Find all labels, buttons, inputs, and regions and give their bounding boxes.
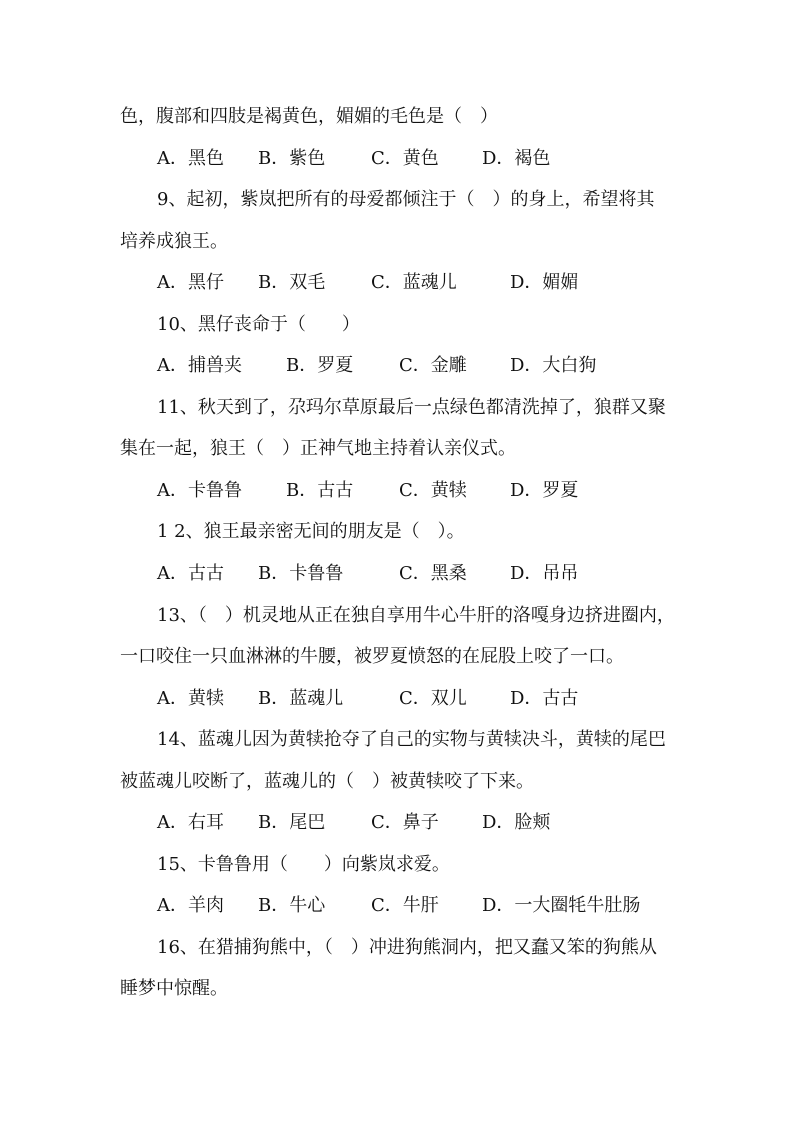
q9-option-a: A．黑仔 (157, 272, 224, 293)
question-16-text-continued: 睡梦中惊醒。 (120, 978, 228, 999)
question-16-text: 16、在猎捕狗熊中，（ ）冲进狗熊洞内，把又蠢又笨的狗熊从 (157, 937, 657, 958)
q14-option-c: C．鼻子 (371, 812, 439, 833)
q8-option-c: C．黄色 (371, 148, 439, 169)
q8-option-a: A．黑色 (157, 148, 224, 169)
q9-option-d: D．媚媚 (510, 272, 579, 293)
question-13-text-continued: 一口咬住一只血淋淋的牛腰，被罗夏愤怒的在屁股上咬了一口。 (120, 646, 624, 667)
q11-option-a: A．卡鲁鲁 (157, 480, 242, 501)
q15-option-a: A．羊肉 (157, 895, 224, 916)
question-14-text: 14、蓝魂儿因为黄犊抢夺了自己的实物与黄犊决斗，黄犊的尾巴 (157, 729, 666, 750)
question-11-text: 11、秋天到了，尕玛尔草原最后一点绿色都清洗掉了，狼群又聚 (157, 397, 666, 418)
question-9-text: 9、起初，紫岚把所有的母爱都倾注于（ ）的身上，希望将其 (157, 189, 655, 210)
q8-option-d: D．褐色 (482, 148, 551, 169)
q12-option-a: A．古古 (157, 563, 224, 584)
q10-option-c: C．金雕 (399, 355, 467, 376)
q10-option-d: D．大白狗 (510, 355, 597, 376)
q15-option-c: C．牛肝 (371, 895, 439, 916)
q10-option-a: A．捕兽夹 (157, 355, 242, 376)
q11-option-d: D．罗夏 (510, 480, 579, 501)
q15-option-b: B．牛心 (258, 895, 326, 916)
q12-option-b: B．卡鲁鲁 (258, 563, 344, 584)
q11-option-c: C．黄犊 (399, 480, 467, 501)
question-12-text: 1 2、狼王最亲密无间的朋友是（ ）。 (157, 521, 465, 542)
question-14-text-continued: 被蓝魂儿咬断了，蓝魂儿的（ ）被黄犊咬了下来。 (120, 771, 534, 792)
q11-option-b: B．古古 (286, 480, 354, 501)
q14-option-a: A．右耳 (157, 812, 224, 833)
q9-option-c: C．蓝魂儿 (371, 272, 457, 293)
q13-option-a: A．黄犊 (157, 688, 224, 709)
q14-option-b: B．尾巴 (258, 812, 326, 833)
question-15-text: 15、卡鲁鲁用（ ）向紫岚求爱。 (157, 854, 450, 875)
question-11-text-continued: 集在一起，狼王（ ）正神气地主持着认亲仪式。 (120, 438, 516, 459)
q13-option-c: C．双儿 (399, 688, 467, 709)
q10-option-b: B．罗夏 (286, 355, 354, 376)
q14-option-d: D．脸颊 (482, 812, 551, 833)
q12-option-c: C．黑桑 (399, 563, 467, 584)
q12-option-d: D．吊吊 (510, 563, 579, 584)
q13-option-d: D．古古 (510, 688, 579, 709)
question-10-text: 10、黑仔丧命于（ ） (157, 314, 360, 335)
question-8-text-continued: 色，腹部和四肢是褐黄色，媚媚的毛色是（ ） (120, 106, 498, 127)
question-13-text: 13、（ ）机灵地从正在独自享用牛心牛肝的洛嘎身边挤进圈内， (157, 605, 675, 626)
q15-option-d: D．一大圈牦牛肚肠 (482, 895, 641, 916)
question-9-text-continued: 培养成狼王。 (120, 231, 228, 252)
q8-option-b: B．紫色 (258, 148, 326, 169)
q9-option-b: B．双毛 (258, 272, 326, 293)
q13-option-b: B．蓝魂儿 (258, 688, 344, 709)
